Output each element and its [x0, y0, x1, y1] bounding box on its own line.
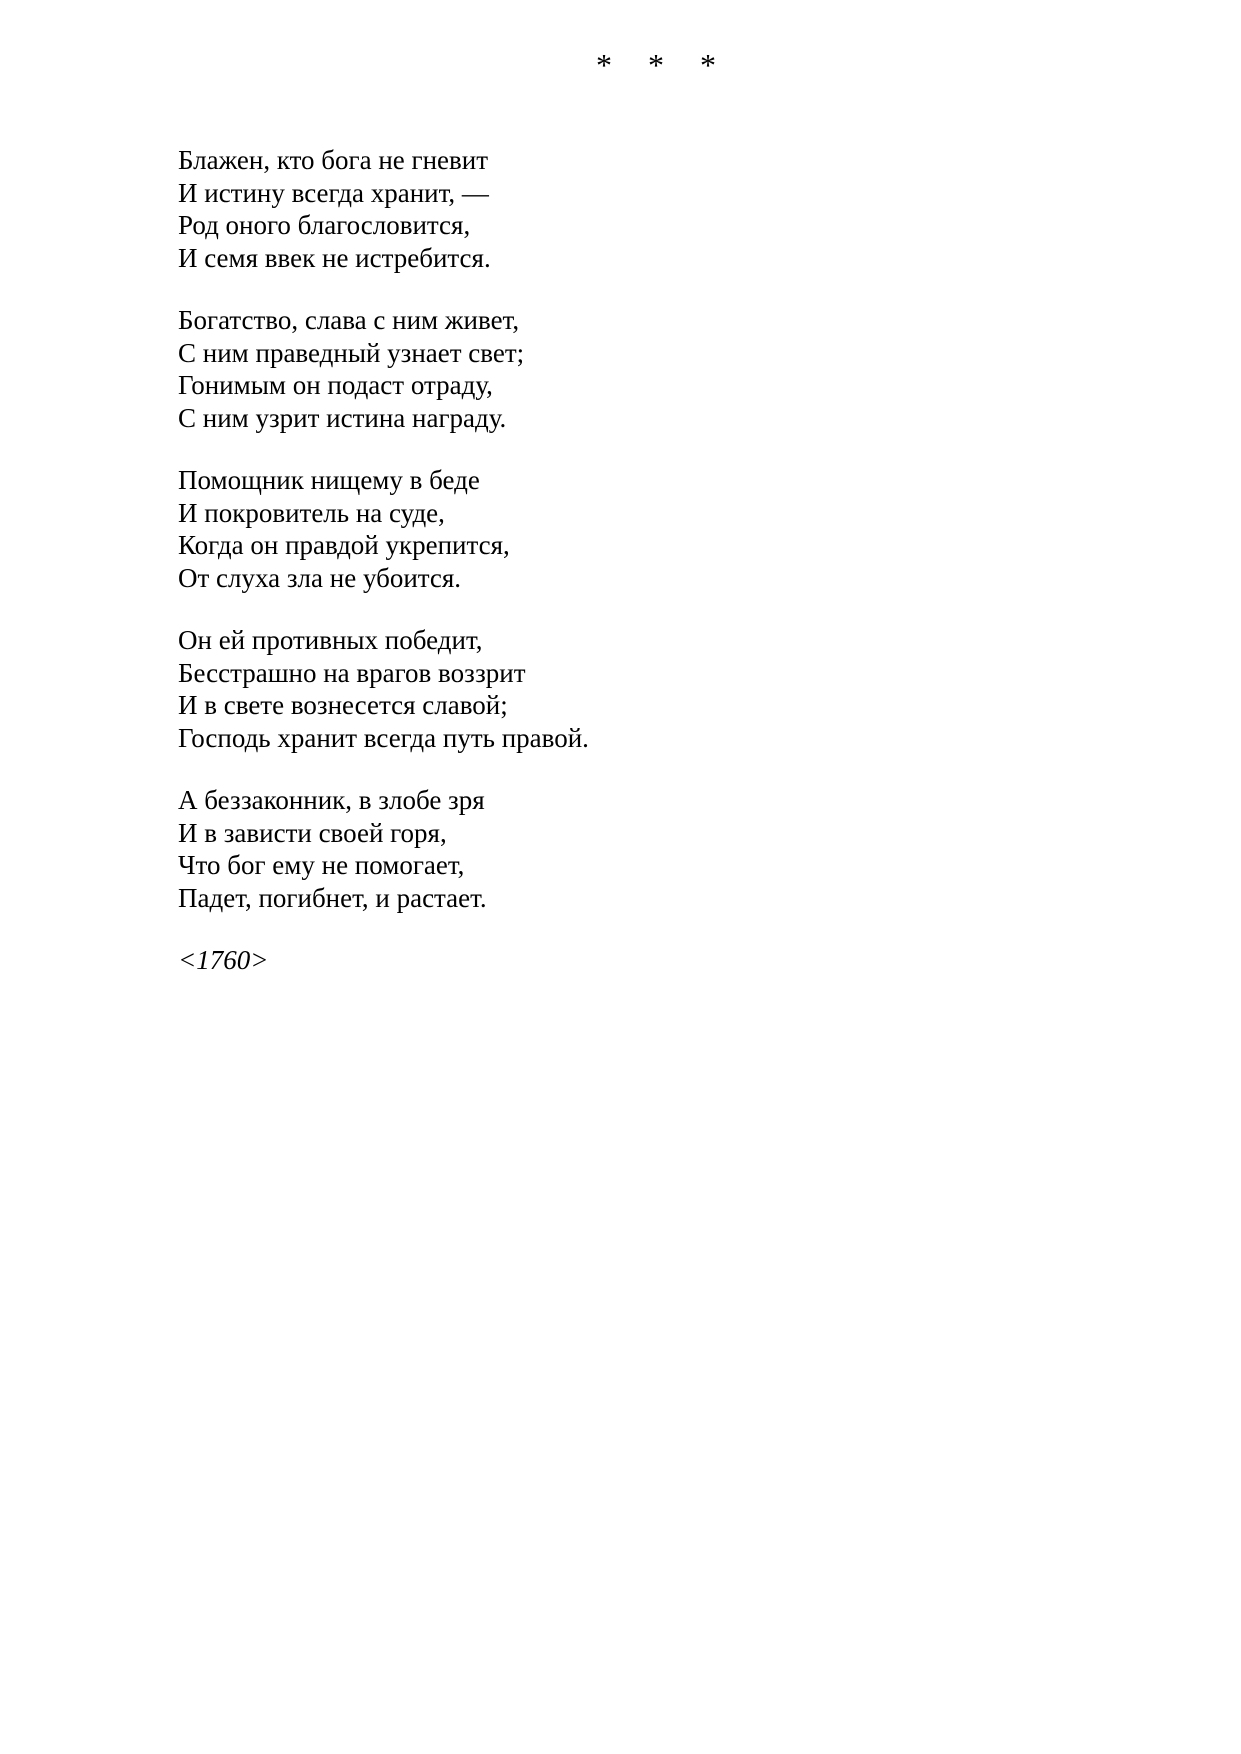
- poem-body: [178, 144, 1178, 977]
- poem-line: Падет, погибнет, и растает.: [178, 882, 487, 913]
- poem-date: <1760>: [178, 945, 269, 975]
- poem-line: От слуха зла не убоится.: [178, 562, 462, 593]
- stanza: [178, 624, 1178, 754]
- poem-line: С ним праведный узнает свет;: [178, 337, 525, 368]
- poem-line: Что бог ему не помогает,: [178, 850, 465, 880]
- poem-line: Он ей противных победит,: [178, 625, 483, 655]
- poem-line: Род оного благословится,: [178, 210, 471, 240]
- poem-line: А беззаконник, в злобе зря: [178, 785, 485, 815]
- poem-line: Гонимым он подаст отраду,: [178, 370, 493, 400]
- poem-line: Богатство, слава с ним живет,: [178, 305, 520, 335]
- stanza: [178, 144, 1178, 274]
- poem-line: И семя ввек не истребится.: [178, 242, 491, 273]
- stanza: [178, 464, 1178, 594]
- poem-line: И в зависти своей горя,: [178, 817, 447, 848]
- poem-line: Блажен, кто бога не гневит: [178, 145, 489, 175]
- poem-line: Когда он правдой укрепится,: [178, 530, 510, 560]
- poem-line: Бесстрашно на врагов воззрит: [178, 657, 526, 688]
- stanza: [178, 304, 1178, 434]
- poem-heading: * * *: [596, 47, 730, 83]
- poem-line: И истину всегда хранит, —: [178, 177, 489, 208]
- stanza: [178, 784, 1178, 914]
- poem-line: С ним узрит истина награду.: [178, 402, 507, 433]
- poem-line: Помощник нищему в беде: [178, 465, 480, 495]
- poem-line: Господь хранит всегда путь правой.: [178, 722, 589, 753]
- poem-line: И покровитель на суде,: [178, 497, 445, 528]
- poem-line: И в свете вознесется славой;: [178, 690, 508, 720]
